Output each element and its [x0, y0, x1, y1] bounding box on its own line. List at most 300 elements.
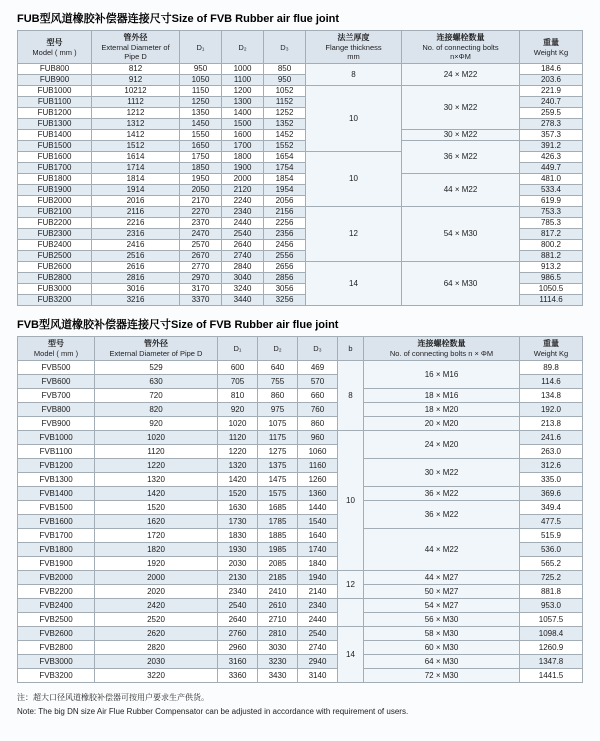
- value-cell: 1600: [222, 130, 264, 141]
- connecting-bolts-group-cell: 18 × M16: [364, 389, 520, 403]
- value-cell: 1840: [298, 557, 338, 571]
- value-cell: 1120: [218, 431, 258, 445]
- column-header: [95, 337, 218, 361]
- value-cell: 2710: [258, 613, 298, 627]
- connecting-bolts-group-cell: 36 × M22: [402, 141, 520, 174]
- value-cell: 812: [92, 64, 180, 75]
- connecting-bolts-group-cell: 24 × M20: [364, 431, 520, 459]
- value-cell: 1020: [95, 431, 218, 445]
- model-cell: FUB2800: [18, 273, 92, 284]
- value-cell: 2240: [222, 196, 264, 207]
- table-row: [18, 361, 583, 375]
- value-cell: 570: [298, 375, 338, 389]
- value-cell: 2516: [92, 251, 180, 262]
- value-cell: 3170: [180, 284, 222, 295]
- connecting-bolts-group-cell: 64 × M30: [402, 262, 520, 306]
- table-row: [18, 141, 583, 152]
- connecting-bolts-group-cell: 36 × M22: [364, 501, 520, 529]
- weight-cell: 565.2: [520, 557, 583, 571]
- value-cell: 1160: [298, 459, 338, 473]
- value-cell: 2810: [258, 627, 298, 641]
- value-cell: 3040: [222, 273, 264, 284]
- weight-cell: 192.0: [520, 403, 583, 417]
- value-cell: 1914: [92, 185, 180, 196]
- weight-cell: 221.9: [520, 86, 583, 97]
- value-cell: 1930: [218, 543, 258, 557]
- table-row: [18, 262, 583, 273]
- column-header: [18, 31, 92, 64]
- value-cell: 1540: [298, 515, 338, 529]
- value-cell: 912: [92, 75, 180, 86]
- weight-cell: 725.2: [520, 571, 583, 585]
- table-row: [18, 431, 583, 445]
- column-header: [222, 31, 264, 64]
- connecting-bolts-group-cell: 72 × M30: [364, 669, 520, 683]
- value-cell: 2030: [218, 557, 258, 571]
- value-cell: 2000: [222, 174, 264, 185]
- value-cell: 850: [264, 64, 306, 75]
- weight-cell: 241.6: [520, 431, 583, 445]
- weight-cell: 426.3: [520, 152, 583, 163]
- value-cell: 1360: [298, 487, 338, 501]
- model-cell: FVB1400: [18, 487, 95, 501]
- connecting-bolts-group-cell: 44 × M27: [364, 571, 520, 585]
- value-cell: 1375: [258, 459, 298, 473]
- model-cell: FUB2000: [18, 196, 92, 207]
- table-row: [18, 641, 583, 655]
- weight-cell: 986.5: [520, 273, 583, 284]
- value-cell: 2030: [95, 655, 218, 669]
- weight-cell: 619.9: [520, 196, 583, 207]
- value-cell: 3140: [298, 669, 338, 683]
- connecting-bolts-group-cell: 16 × M16: [364, 361, 520, 389]
- value-cell: 2540: [298, 627, 338, 641]
- value-cell: 1412: [92, 130, 180, 141]
- value-cell: 600: [218, 361, 258, 375]
- value-cell: 2056: [264, 196, 306, 207]
- fub-table-title: FUB型风道橡胶补偿器连接尺寸Size of FVB Rubber air flue joint: [17, 13, 340, 25]
- value-cell: 1552: [264, 141, 306, 152]
- value-cell: 640: [258, 361, 298, 375]
- value-cell: 810: [218, 389, 258, 403]
- value-cell: 2340: [222, 207, 264, 218]
- model-cell: FUB1700: [18, 163, 92, 174]
- flange-thickness-group-cell: 14: [306, 262, 402, 306]
- value-cell: 2000: [95, 571, 218, 585]
- value-cell: 1854: [264, 174, 306, 185]
- b-thickness-group-cell: 8: [338, 361, 364, 431]
- model-cell: FVB1500: [18, 501, 95, 515]
- table-row: [18, 174, 583, 185]
- value-cell: 2116: [92, 207, 180, 218]
- value-cell: 2050: [180, 185, 222, 196]
- connecting-bolts-group-cell: 36 × M22: [364, 487, 520, 501]
- value-cell: 1020: [218, 417, 258, 431]
- model-cell: FUB1500: [18, 141, 92, 152]
- value-cell: 755: [258, 375, 298, 389]
- weight-cell: 536.0: [520, 543, 583, 557]
- value-cell: 2356: [264, 229, 306, 240]
- model-cell: FUB2500: [18, 251, 92, 262]
- value-cell: 2456: [264, 240, 306, 251]
- value-cell: 469: [298, 361, 338, 375]
- fub-dimensions-table: [17, 30, 583, 306]
- value-cell: 2140: [298, 585, 338, 599]
- value-cell: 1475: [258, 473, 298, 487]
- value-cell: 2856: [264, 273, 306, 284]
- model-cell: FUB1600: [18, 152, 92, 163]
- value-cell: 2016: [92, 196, 180, 207]
- value-cell: 2640: [222, 240, 264, 251]
- value-cell: 860: [298, 417, 338, 431]
- model-cell: FUB3000: [18, 284, 92, 295]
- model-cell: FVB2200: [18, 585, 95, 599]
- weight-cell: 881.2: [520, 251, 583, 262]
- value-cell: 1300: [222, 97, 264, 108]
- value-cell: 2640: [218, 613, 258, 627]
- column-header-line: 管外径: [144, 339, 168, 348]
- model-cell: FVB2500: [18, 613, 95, 627]
- column-header-line: D₂: [273, 344, 282, 353]
- model-cell: FVB700: [18, 389, 95, 403]
- column-header-line: No. of connecting bolts: [422, 43, 499, 52]
- weight-cell: 369.6: [520, 487, 583, 501]
- value-cell: 1620: [95, 515, 218, 529]
- value-cell: 1420: [218, 473, 258, 487]
- fvb-dimensions-table: [17, 336, 583, 683]
- weight-cell: 263.0: [520, 445, 583, 459]
- value-cell: 1212: [92, 108, 180, 119]
- weight-cell: 213.8: [520, 417, 583, 431]
- value-cell: 2770: [180, 262, 222, 273]
- model-cell: FVB1600: [18, 515, 95, 529]
- value-cell: 1640: [298, 529, 338, 543]
- column-header: [218, 337, 258, 361]
- value-cell: 860: [258, 389, 298, 403]
- flange-thickness-group-cell: 8: [306, 64, 402, 86]
- value-cell: 1320: [95, 473, 218, 487]
- value-cell: 1512: [92, 141, 180, 152]
- model-cell: FVB800: [18, 403, 95, 417]
- value-cell: 1275: [258, 445, 298, 459]
- note-chinese: 注：超大口径风道橡胶补偿器可按用户要求生产供货。: [17, 693, 209, 702]
- column-header-line: 连接螺栓数量: [417, 339, 466, 348]
- value-cell: 2540: [218, 599, 258, 613]
- flange-thickness-group-cell: 10: [306, 86, 402, 152]
- connecting-bolts-group-cell: 30 × M22: [364, 459, 520, 487]
- value-cell: 2656: [264, 262, 306, 273]
- value-cell: 1985: [258, 543, 298, 557]
- connecting-bolts-group-cell: 24 × M22: [402, 64, 520, 86]
- column-header-line: D₁: [233, 344, 242, 353]
- model-cell: FVB1100: [18, 445, 95, 459]
- model-cell: FUB2200: [18, 218, 92, 229]
- value-cell: 820: [95, 403, 218, 417]
- value-cell: 2520: [95, 613, 218, 627]
- column-header-line: n×ΦM: [450, 52, 471, 61]
- value-cell: 2610: [258, 599, 298, 613]
- model-cell: FUB1900: [18, 185, 92, 196]
- weight-cell: 533.4: [520, 185, 583, 196]
- value-cell: 1730: [218, 515, 258, 529]
- value-cell: 1175: [258, 431, 298, 445]
- value-cell: 1885: [258, 529, 298, 543]
- weight-cell: 335.0: [520, 473, 583, 487]
- value-cell: 3056: [264, 284, 306, 295]
- value-cell: 660: [298, 389, 338, 403]
- value-cell: 2156: [264, 207, 306, 218]
- model-cell: FUB1000: [18, 86, 92, 97]
- value-cell: 2270: [180, 207, 222, 218]
- value-cell: 2960: [218, 641, 258, 655]
- model-cell: FVB2800: [18, 641, 95, 655]
- value-cell: 920: [218, 403, 258, 417]
- column-header-line: D₂: [238, 42, 247, 52]
- column-header: [92, 31, 180, 64]
- weight-cell: 114.6: [520, 375, 583, 389]
- value-cell: 950: [180, 64, 222, 75]
- table-row: [18, 86, 583, 97]
- weight-cell: 259.5: [520, 108, 583, 119]
- value-cell: 2020: [95, 585, 218, 599]
- value-cell: 2340: [218, 585, 258, 599]
- value-cell: 1550: [180, 130, 222, 141]
- connecting-bolts-group-cell: 64 × M30: [364, 655, 520, 669]
- model-cell: FUB2400: [18, 240, 92, 251]
- value-cell: 630: [95, 375, 218, 389]
- weight-cell: 1057.5: [520, 613, 583, 627]
- value-cell: 1440: [298, 501, 338, 515]
- table-row: [18, 459, 583, 473]
- connecting-bolts-group-cell: 44 × M22: [402, 174, 520, 207]
- model-cell: FUB1800: [18, 174, 92, 185]
- flange-thickness-group-cell: 10: [306, 152, 402, 207]
- value-cell: 10212: [92, 86, 180, 97]
- table-row: [18, 571, 583, 585]
- table-row: [18, 207, 583, 218]
- value-cell: 1800: [222, 152, 264, 163]
- value-cell: 760: [298, 403, 338, 417]
- table-row: [18, 487, 583, 501]
- value-cell: 3440: [222, 295, 264, 306]
- b-thickness-group-cell: 10: [338, 431, 364, 571]
- value-cell: 1320: [218, 459, 258, 473]
- value-cell: 1220: [218, 445, 258, 459]
- value-cell: 1630: [218, 501, 258, 515]
- column-header: [520, 337, 583, 361]
- weight-cell: 449.7: [520, 163, 583, 174]
- column-header-line: External Diameter of: [101, 43, 170, 52]
- value-cell: 3360: [218, 669, 258, 683]
- model-cell: FUB2300: [18, 229, 92, 240]
- model-cell: FUB2100: [18, 207, 92, 218]
- value-cell: 1520: [218, 487, 258, 501]
- weight-cell: 913.2: [520, 262, 583, 273]
- model-cell: FUB1100: [18, 97, 92, 108]
- column-header-line: 型号: [48, 339, 64, 348]
- table-row: [18, 501, 583, 515]
- value-cell: 1750: [180, 152, 222, 163]
- column-header-line: No. of connecting bolts n × ΦM: [389, 349, 494, 358]
- value-cell: 2420: [95, 599, 218, 613]
- column-header-line: External Diameter of Pipe D: [109, 349, 203, 358]
- value-cell: 1112: [92, 97, 180, 108]
- model-cell: FUB1300: [18, 119, 92, 130]
- value-cell: 1575: [258, 487, 298, 501]
- value-cell: 2370: [180, 218, 222, 229]
- value-cell: 920: [95, 417, 218, 431]
- model-cell: FVB2400: [18, 599, 95, 613]
- column-header-line: Weight Kg: [533, 349, 569, 358]
- column-header-line: 连接螺栓数量: [436, 33, 485, 42]
- value-cell: 2816: [92, 273, 180, 284]
- column-header-line: Model ( mm ): [33, 349, 79, 358]
- weight-cell: 134.8: [520, 389, 583, 403]
- value-cell: 3370: [180, 295, 222, 306]
- value-cell: 1352: [264, 119, 306, 130]
- weight-cell: 1441.5: [520, 669, 583, 683]
- value-cell: 1714: [92, 163, 180, 174]
- value-cell: 1420: [95, 487, 218, 501]
- value-cell: 2340: [298, 599, 338, 613]
- table-row: [18, 130, 583, 141]
- connecting-bolts-group-cell: 58 × M30: [364, 627, 520, 641]
- value-cell: 2740: [298, 641, 338, 655]
- value-cell: 705: [218, 375, 258, 389]
- model-cell: FVB3000: [18, 655, 95, 669]
- value-cell: 1260: [298, 473, 338, 487]
- weight-cell: 312.6: [520, 459, 583, 473]
- value-cell: 2620: [95, 627, 218, 641]
- weight-cell: 881.8: [520, 585, 583, 599]
- model-cell: FUB2600: [18, 262, 92, 273]
- weight-cell: 349.4: [520, 501, 583, 515]
- column-header: [402, 31, 520, 64]
- b-thickness-group-cell: [338, 599, 364, 627]
- footnotes: [17, 691, 600, 719]
- value-cell: 529: [95, 361, 218, 375]
- value-cell: 1075: [258, 417, 298, 431]
- value-cell: 1520: [95, 501, 218, 515]
- weight-cell: 184.6: [520, 64, 583, 75]
- connecting-bolts-group-cell: 18 × M20: [364, 403, 520, 417]
- column-header: [338, 337, 364, 361]
- column-header: [180, 31, 222, 64]
- value-cell: 2120: [222, 185, 264, 196]
- value-cell: 1954: [264, 185, 306, 196]
- value-cell: 1452: [264, 130, 306, 141]
- table-row: [18, 417, 583, 431]
- connecting-bolts-group-cell: 44 × M22: [364, 529, 520, 571]
- value-cell: 2170: [180, 196, 222, 207]
- value-cell: 1940: [298, 571, 338, 585]
- model-cell: FVB2600: [18, 627, 95, 641]
- value-cell: 1450: [180, 119, 222, 130]
- model-cell: FVB1200: [18, 459, 95, 473]
- model-cell: FUB3200: [18, 295, 92, 306]
- column-header-line: 重量: [543, 339, 559, 348]
- model-cell: FVB600: [18, 375, 95, 389]
- note-english: Note: The big DN size Air Flue Rubber Compensator can be adjusted in accordance with requirement of users.: [17, 707, 409, 716]
- value-cell: 3160: [218, 655, 258, 669]
- value-cell: 1900: [222, 163, 264, 174]
- value-cell: 950: [264, 75, 306, 86]
- column-header-line: 法兰厚度: [337, 33, 370, 42]
- weight-cell: 785.3: [520, 218, 583, 229]
- value-cell: 3230: [258, 655, 298, 669]
- value-cell: 1150: [180, 86, 222, 97]
- weight-cell: 953.0: [520, 599, 583, 613]
- weight-cell: 278.3: [520, 119, 583, 130]
- value-cell: 1052: [264, 86, 306, 97]
- model-cell: FVB1900: [18, 557, 95, 571]
- value-cell: 1950: [180, 174, 222, 185]
- value-cell: 1820: [95, 543, 218, 557]
- column-header-line: D₁: [196, 42, 205, 52]
- model-cell: FVB900: [18, 417, 95, 431]
- connecting-bolts-group-cell: 56 × M30: [364, 613, 520, 627]
- connecting-bolts-group-cell: 30 × M22: [402, 130, 520, 141]
- value-cell: 1152: [264, 97, 306, 108]
- value-cell: 1720: [95, 529, 218, 543]
- column-header-line: Flange thickness: [325, 43, 382, 52]
- weight-cell: 1050.5: [520, 284, 583, 295]
- value-cell: 1685: [258, 501, 298, 515]
- value-cell: 3220: [95, 669, 218, 683]
- value-cell: 1252: [264, 108, 306, 119]
- connecting-bolts-group-cell: 50 × M27: [364, 585, 520, 599]
- column-header-line: 重量: [543, 37, 559, 47]
- column-header: [18, 337, 95, 361]
- model-cell: FVB500: [18, 361, 95, 375]
- connecting-bolts-group-cell: 60 × M30: [364, 641, 520, 655]
- weight-cell: 203.6: [520, 75, 583, 86]
- column-header: [258, 337, 298, 361]
- value-cell: 2820: [95, 641, 218, 655]
- flange-thickness-group-cell: 12: [306, 207, 402, 262]
- value-cell: 2760: [218, 627, 258, 641]
- value-cell: 1850: [180, 163, 222, 174]
- model-cell: FVB2000: [18, 571, 95, 585]
- weight-cell: 1114.6: [520, 295, 583, 306]
- column-header-line: D₃: [313, 344, 322, 353]
- value-cell: 1740: [298, 543, 338, 557]
- value-cell: 1400: [222, 108, 264, 119]
- column-header-line: Pipe D: [124, 52, 147, 61]
- value-cell: 2416: [92, 240, 180, 251]
- fvb-table-title: FVB型风道橡胶补偿器连接尺寸Size of FVB Rubber air flue joint: [17, 319, 339, 331]
- value-cell: 2440: [298, 613, 338, 627]
- weight-cell: 1347.8: [520, 655, 583, 669]
- value-cell: 3430: [258, 669, 298, 683]
- weight-cell: 800.2: [520, 240, 583, 251]
- value-cell: 1100: [222, 75, 264, 86]
- connecting-bolts-group-cell: 54 × M30: [402, 207, 520, 262]
- value-cell: 1920: [95, 557, 218, 571]
- model-cell: FVB3200: [18, 669, 95, 683]
- model-cell: FUB900: [18, 75, 92, 86]
- column-header-line: 管外径: [123, 33, 148, 42]
- value-cell: 960: [298, 431, 338, 445]
- value-cell: 2085: [258, 557, 298, 571]
- value-cell: 1814: [92, 174, 180, 185]
- value-cell: 1060: [298, 445, 338, 459]
- value-cell: 1200: [222, 86, 264, 97]
- weight-cell: 240.7: [520, 97, 583, 108]
- value-cell: 1050: [180, 75, 222, 86]
- model-cell: FVB1300: [18, 473, 95, 487]
- weight-cell: 817.2: [520, 229, 583, 240]
